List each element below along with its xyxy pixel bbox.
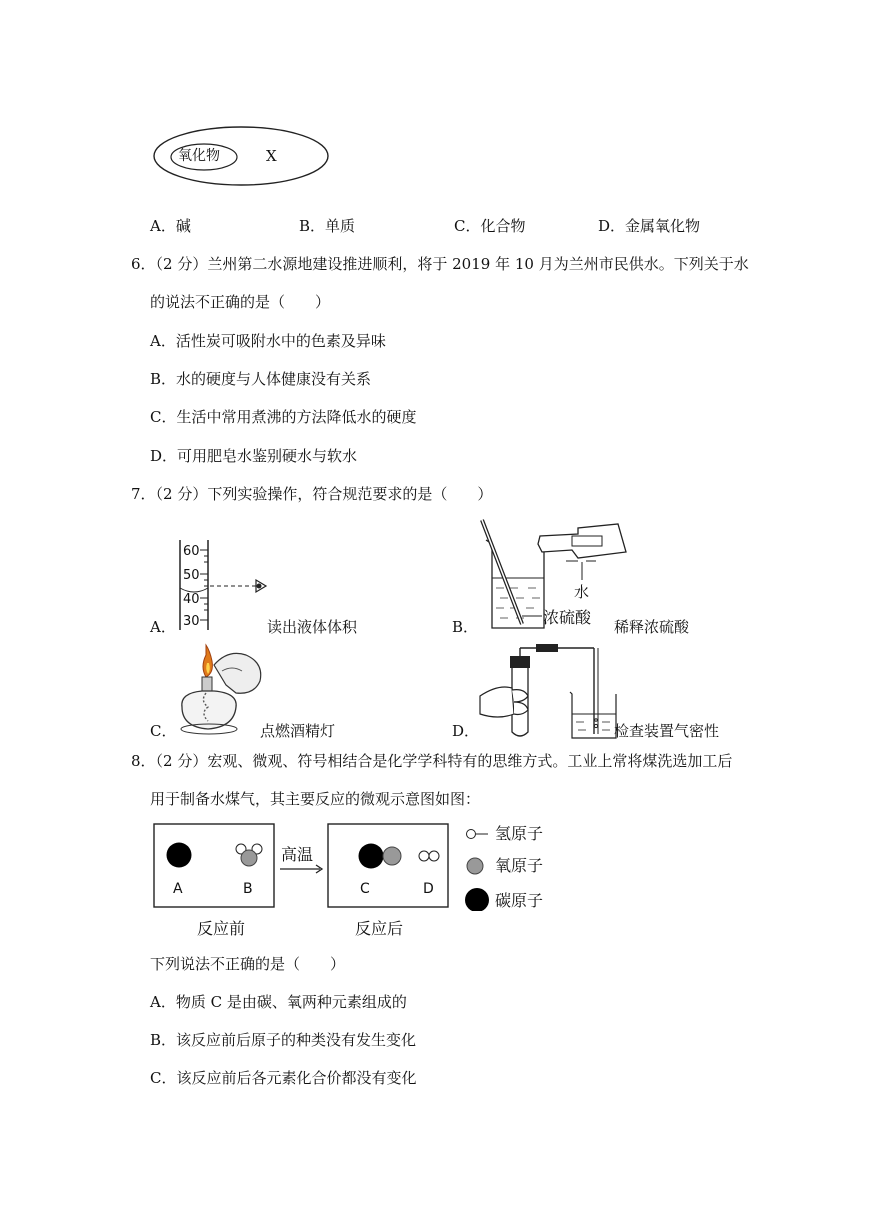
q7-c-alcohol-lamp-image bbox=[170, 641, 270, 739]
q8-stem2: 下列说法不正确的是（ ） bbox=[150, 955, 346, 973]
q8-stem-line2: 用于制备水煤气，其主要反应的微观示意图如图： bbox=[150, 790, 481, 808]
q7-b-caption: 稀释浓硫酸 bbox=[614, 618, 690, 636]
q5-option-c: C．化合物 bbox=[454, 217, 526, 235]
q7-d-airtightness-image bbox=[478, 640, 620, 740]
q7-stem: 7．（2 分）下列实验操作，符合规范要求的是（ ） bbox=[131, 485, 493, 503]
q5-outer-label: X bbox=[266, 147, 277, 165]
q8-legend-hydrogen: 氢原子 bbox=[495, 824, 544, 843]
q7-a-tick-50: 50 bbox=[183, 568, 200, 583]
q6-option-c: C．生活中常用煮沸的方法降低水的硬度 bbox=[150, 408, 417, 426]
q6-option-d: D．可用肥皂水鉴别硬水与软水 bbox=[150, 447, 358, 465]
q8-option-a: A．物质 C 是由碳、氧两种元素组成的 bbox=[150, 993, 407, 1011]
q6-option-b: B．水的硬度与人体健康没有关系 bbox=[150, 370, 372, 388]
q8-label-d: D bbox=[423, 881, 434, 897]
q8-after-caption: 反应后 bbox=[355, 919, 404, 938]
q7-a-caption: 读出液体体积 bbox=[267, 618, 358, 636]
q6-option-a: A．活性炭可吸附水中的色素及异味 bbox=[150, 332, 386, 350]
q8-label-b: B bbox=[243, 881, 253, 897]
q8-legend-oxygen: 氧原子 bbox=[495, 856, 544, 875]
q5-option-b: B．单质 bbox=[299, 217, 356, 235]
q7-b-acid-label: 浓硫酸 bbox=[543, 608, 592, 627]
q5-option-d: D．金属氧化物 bbox=[598, 217, 701, 235]
q7-c-caption: 点燃酒精灯 bbox=[260, 722, 336, 740]
q7-a-tick-30: 30 bbox=[183, 614, 200, 629]
q7-a-tick-40: 40 bbox=[183, 592, 200, 607]
q8-condition: 高温 bbox=[281, 845, 314, 864]
q7-c-letter: C． bbox=[150, 722, 177, 740]
q8-label-c: C bbox=[360, 881, 370, 897]
q8-label-a: A bbox=[173, 881, 183, 897]
q5-inner-label: 氧化物 bbox=[178, 148, 220, 164]
q6-stem-line1: 6．（2 分）兰州第二水源地建设推进顺利，将于 2019 年 10 月为兰州市民供水。下列关于水 bbox=[131, 255, 749, 273]
q7-d-caption: 检查装置气密性 bbox=[614, 722, 720, 740]
q7-b-letter: B． bbox=[452, 618, 479, 636]
q8-option-b: B．该反应前后原子的种类没有发生变化 bbox=[150, 1031, 417, 1049]
q8-option-c: C．该反应前后各元素化合价都没有变化 bbox=[150, 1069, 417, 1087]
q8-stem-line1: 8．（2 分）宏观、微观、符号相结合是化学学科特有的思维方式。工业上常将煤洗选加工后 bbox=[131, 752, 733, 770]
q7-d-letter: D． bbox=[452, 722, 480, 740]
q7-a-tick-60: 60 bbox=[183, 544, 200, 559]
q5-option-a: A．碱 bbox=[150, 217, 191, 235]
q6-stem-line2: 的说法不正确的是（ ） bbox=[150, 293, 331, 311]
q8-legend-carbon: 碳原子 bbox=[495, 891, 544, 910]
q8-before-caption: 反应前 bbox=[197, 919, 246, 938]
q7-a-letter: A． bbox=[150, 618, 176, 636]
q7-b-water-label: 水 bbox=[574, 583, 590, 601]
